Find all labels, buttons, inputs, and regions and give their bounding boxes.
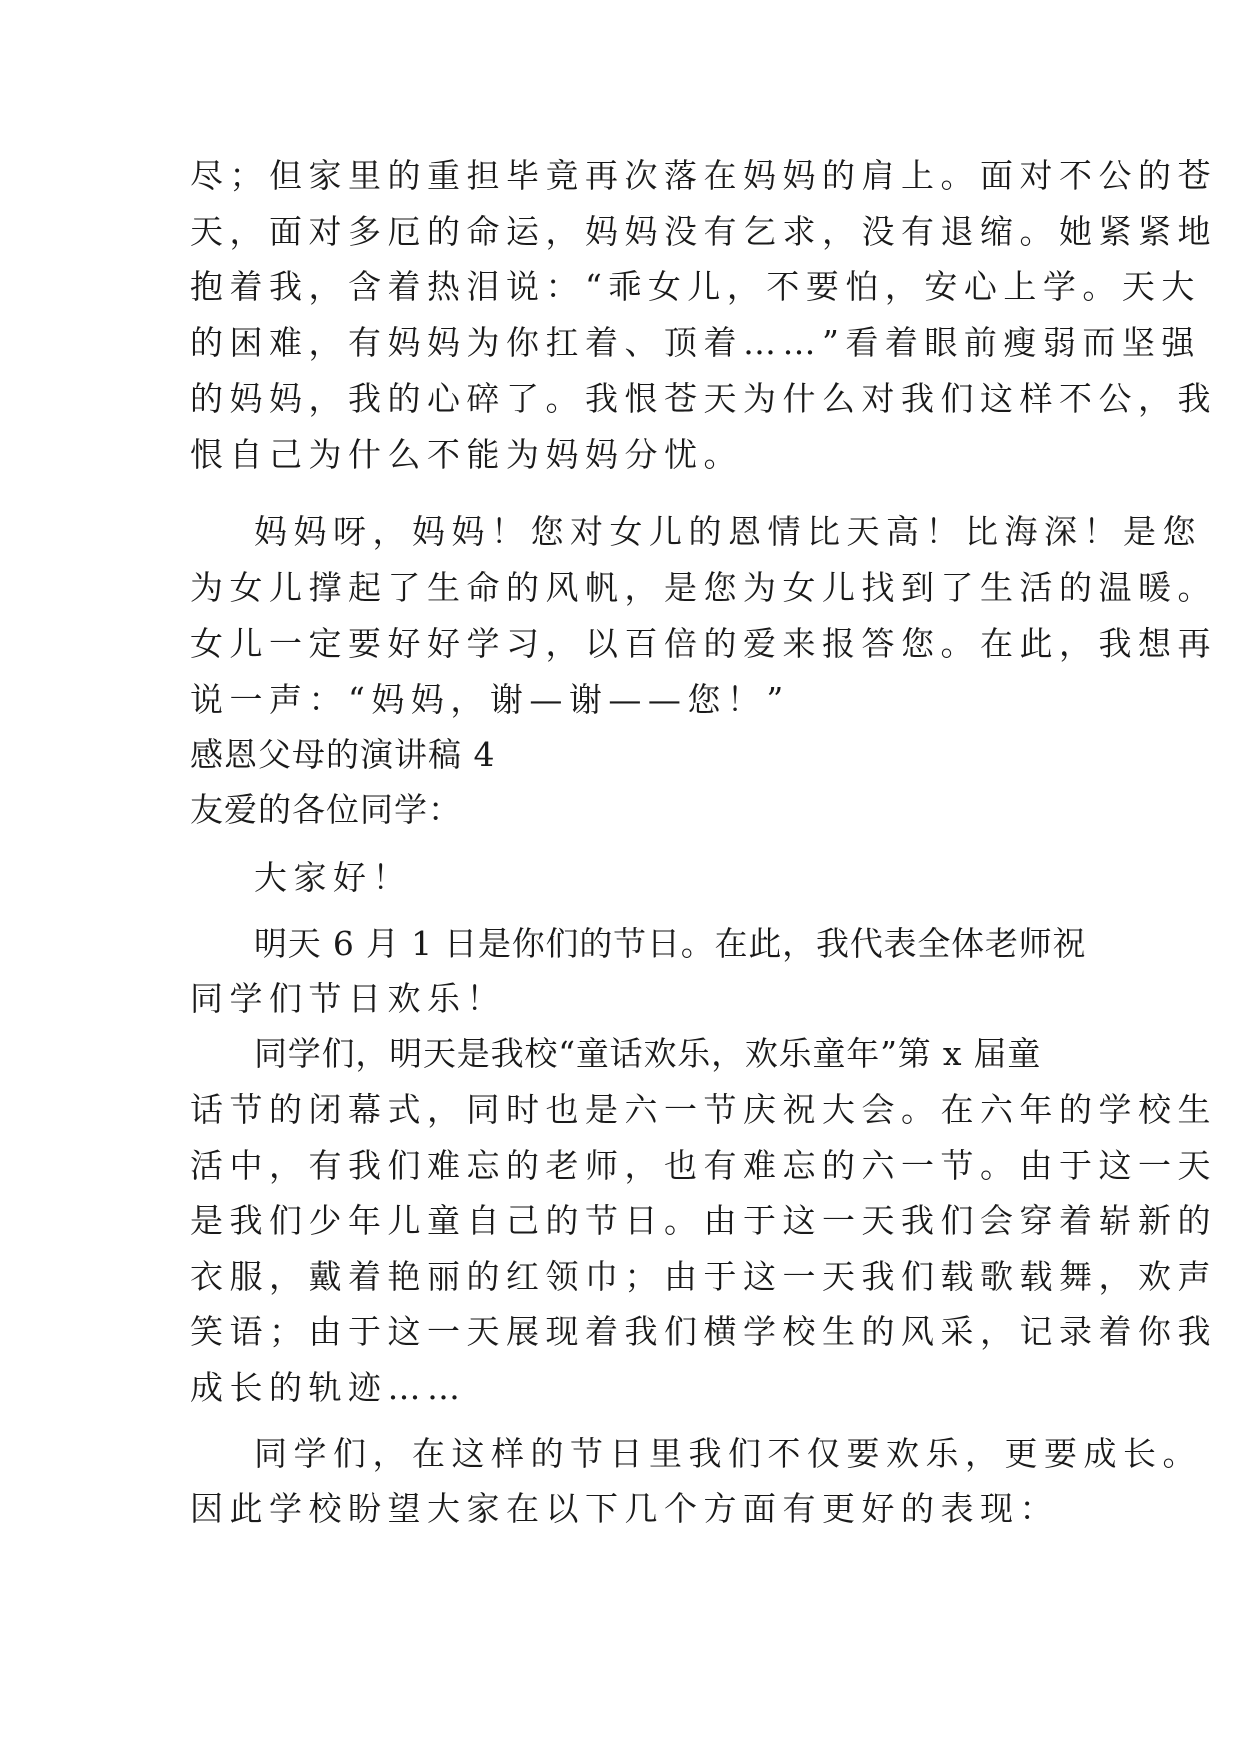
greeting: 大家好！: [254, 858, 412, 897]
text-line: 的妈妈，我的心碎了。我恨苍天为什么对我们这样不公，我: [190, 379, 1217, 418]
paragraph-first-line: 同学们，明天是我校“童话欢乐，欢乐童年”第 x 届童: [254, 1034, 1042, 1073]
paragraph-first-line: 妈妈呀，妈妈！您对女儿的恩情比天高！比海深！是您: [254, 512, 1202, 551]
text-line: 因此学校盼望大家在以下几个方面有更好的表现：: [190, 1489, 1059, 1528]
section-title: 感恩父母的演讲稿 4: [190, 735, 496, 774]
text-line: 同学们节日欢乐！: [190, 979, 506, 1018]
text-line: 话节的闭幕式，同时也是六一节庆祝大会。在六年的学校生: [190, 1090, 1217, 1129]
text-line: 说一声：“妈妈，谢—谢——您！”: [190, 680, 790, 719]
text-line: 是我们少年儿童自己的节日。由于这一天我们会穿着崭新的: [190, 1201, 1217, 1240]
salutation: 友爱的各位同学：: [190, 790, 462, 829]
text-line: 抱着我，含着热泪说：“乖女儿，不要怕，安心上学。天大: [190, 267, 1201, 306]
paragraph-first-line: 明天 6 月 1 日是你们的节日。在此，我代表全体老师祝: [254, 924, 1087, 963]
text-line: 女儿一定要好好学习，以百倍的爱来报答您。在此，我想再: [190, 624, 1217, 663]
text-line: 的困难，有妈妈为你扛着、顶着……”看着眼前瘦弱而坚强: [190, 323, 1201, 362]
text-line: 尽；但家里的重担毕竟再次落在妈妈的肩上。面对不公的苍: [190, 156, 1217, 195]
text-line: 活中，有我们难忘的老师，也有难忘的六一节。由于这一天: [190, 1146, 1217, 1185]
text-line: 为女儿撑起了生命的风帆，是您为女儿找到了生活的温暖。: [190, 568, 1217, 607]
text-line: 成长的轨迹……: [190, 1368, 467, 1407]
paragraph-first-line: 同学们，在这样的节日里我们不仅要欢乐，更要成长。: [254, 1434, 1202, 1473]
text-line: 天，面对多厄的命运，妈妈没有乞求，没有退缩。她紧紧地: [190, 212, 1217, 251]
text-line: 笑语；由于这一天展现着我们横学校生的风采，记录着你我: [190, 1312, 1217, 1351]
text-line: 衣服，戴着艳丽的红领巾；由于这一天我们载歌载舞，欢声: [190, 1257, 1217, 1296]
text-line: 恨自己为什么不能为妈妈分忧。: [190, 435, 743, 474]
